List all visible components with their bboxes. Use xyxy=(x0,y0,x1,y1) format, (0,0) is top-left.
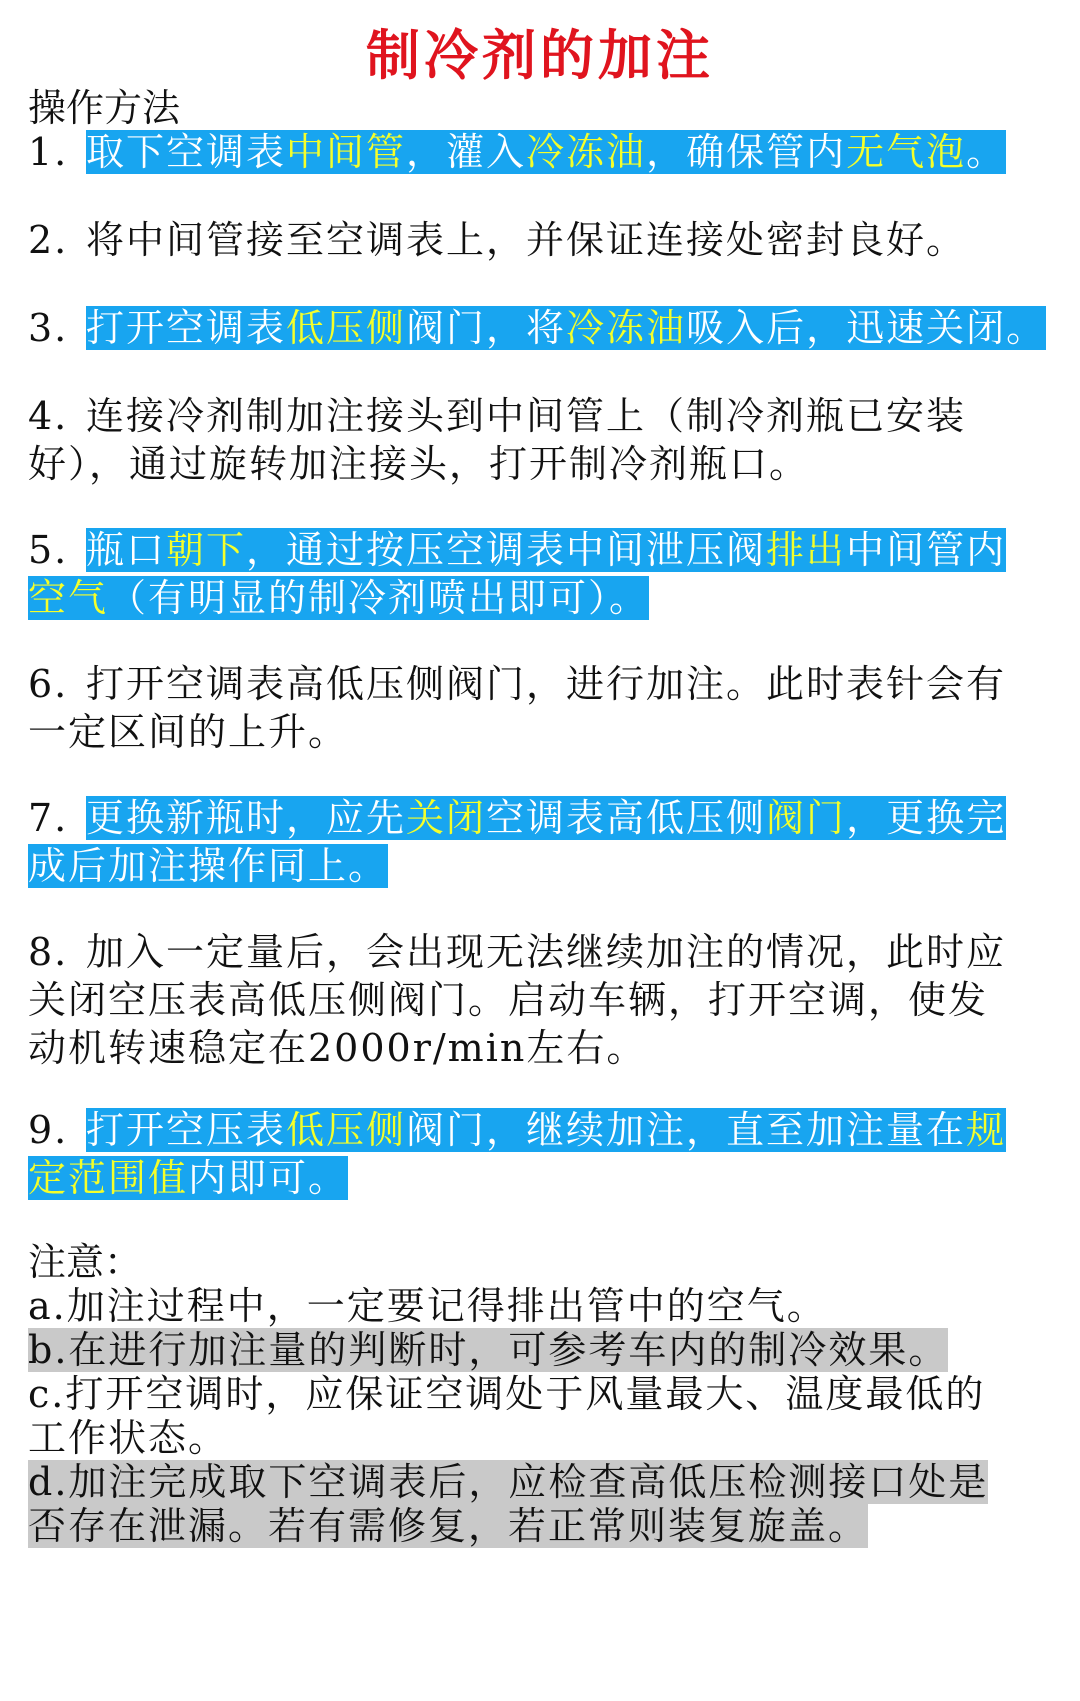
highlighted-text: 排出 xyxy=(766,528,847,572)
highlighted-text: 打开空调表 xyxy=(86,306,287,350)
step-text: 连接冷剂制加注接头到中间管上（制冷剂瓶已安装 xyxy=(86,394,967,438)
highlighted-text: 冷冻油 xyxy=(526,130,647,174)
step-number: 6. xyxy=(28,662,69,706)
step-text: 加入一定量后，会出现无法继续加注的情况，此时应 xyxy=(86,930,1007,974)
highlighted-text: ，灌入 xyxy=(406,130,527,174)
highlighted-text: 取下空调表 xyxy=(86,130,287,174)
note-line xyxy=(28,1326,1058,1374)
highlighted-text: 低压侧 xyxy=(286,1108,407,1152)
highlighted-text: 规 xyxy=(966,1108,1007,1152)
highlighted-text: 中间管内 xyxy=(846,528,1007,572)
highlighted-text: ，通过按压空调表中间泄压阀 xyxy=(246,528,767,572)
step-text: 将中间管接至空调表上，并保证连接处密封良好。 xyxy=(86,218,967,262)
step-1 xyxy=(28,128,1058,176)
step-text: 一定区间的上升。 xyxy=(28,710,349,754)
highlighted-text: 无气泡 xyxy=(846,130,967,174)
highlighted-text: 阀门，将 xyxy=(406,306,567,350)
step-4 xyxy=(28,392,1058,488)
highlighted-text: 瓶口 xyxy=(86,528,167,572)
highlighted-text: 阀门 xyxy=(766,796,847,840)
step-8 xyxy=(28,928,1058,1072)
highlighted-text: ，更换完 xyxy=(846,796,1007,840)
step-number: 8. xyxy=(28,930,69,974)
step-number: 3. xyxy=(28,306,69,350)
step-number: 2. xyxy=(28,218,69,262)
note-line xyxy=(28,1458,1058,1506)
highlighted-text: 。 xyxy=(966,130,1007,174)
step-number: 7. xyxy=(28,796,69,840)
highlighted-text: 吸入后，迅速关闭。 xyxy=(686,306,1047,350)
highlighted-text: 更换新瓶时，应先 xyxy=(86,796,407,840)
step-6 xyxy=(28,660,1058,756)
step-text: 动机转速稳定在2000r/min左右。 xyxy=(28,1026,647,1070)
note-line xyxy=(28,1414,1058,1462)
step-number: 5. xyxy=(28,528,69,572)
step-9 xyxy=(28,1106,1058,1202)
page-title: 制冷剂的加注 xyxy=(366,23,714,87)
highlighted-text: 内即可。 xyxy=(188,1156,349,1200)
highlighted-text: 空调表高低压侧 xyxy=(486,796,767,840)
step-number: 1. xyxy=(28,130,69,174)
highlighted-text: 成后加注操作同上。 xyxy=(28,844,389,888)
step-text: 打开空调表高低压侧阀门，进行加注。此时表针会有 xyxy=(86,662,1007,706)
highlighted-text: 定范围值 xyxy=(28,1156,189,1200)
step-7 xyxy=(28,794,1058,890)
note-line xyxy=(28,1282,1058,1330)
highlighted-text: ，确保管内 xyxy=(646,130,847,174)
highlighted-text: 朝下 xyxy=(166,528,247,572)
note-line xyxy=(28,1502,1058,1550)
highlighted-text: 关闭 xyxy=(406,796,487,840)
note-text: b.在进行加注量的判断时，可参考车内的制冷效果。 xyxy=(28,1328,949,1372)
step-5 xyxy=(28,526,1058,622)
note-text: 工作状态。 xyxy=(28,1416,229,1460)
highlighted-text: （有明显的制冷剂喷出即可）。 xyxy=(108,576,650,620)
highlighted-text: 空气 xyxy=(28,576,109,620)
step-number: 4. xyxy=(28,394,69,438)
highlighted-text: 冷冻油 xyxy=(566,306,687,350)
step-number: 9. xyxy=(28,1108,69,1152)
step-3 xyxy=(28,304,1058,352)
highlighted-text: 低压侧 xyxy=(286,306,407,350)
note-line xyxy=(28,1370,1058,1418)
note-text: 否存在泄漏。若有需修复，若正常则装复旋盖。 xyxy=(28,1504,869,1548)
note-text: a.加注过程中，一定要记得排出管中的空气。 xyxy=(28,1284,827,1328)
highlighted-text: 打开空压表 xyxy=(86,1108,287,1152)
highlighted-text: 阀门，继续加注，直至加注量在 xyxy=(406,1108,967,1152)
note-text: c.打开空调时，应保证空调处于风量最大、温度最低的 xyxy=(28,1372,986,1416)
note-text: d.加注完成取下空调表后，应检查高低压检测接口处是 xyxy=(28,1460,989,1504)
step-text: 好），通过旋转加注接头，打开制冷剂瓶口。 xyxy=(28,442,810,486)
section-heading: 操作方法 xyxy=(28,86,181,130)
notes-heading: 注意： xyxy=(28,1240,143,1284)
highlighted-text: 中间管 xyxy=(286,130,407,174)
step-2 xyxy=(28,216,1058,264)
step-text: 关闭空压表高低压侧阀门。启动车辆，打开空调，使发 xyxy=(28,978,989,1022)
